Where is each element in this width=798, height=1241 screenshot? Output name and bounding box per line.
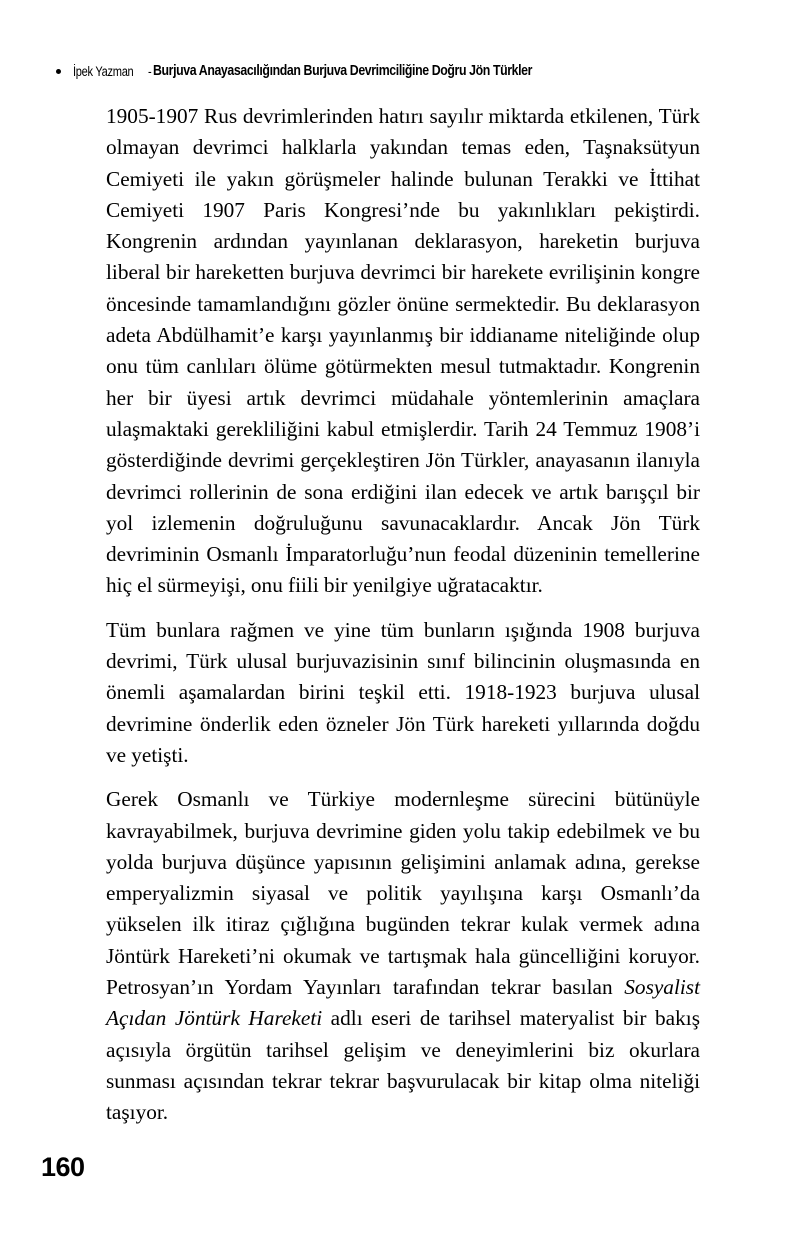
body-paragraph-3 — [106, 784, 700, 1128]
header-separator: - — [147, 63, 152, 79]
running-header — [56, 61, 746, 81]
paragraph-3-tail: adlı eseri de tarihsel materyalist bir bakış açısıyla örgütün tarihsel gelişim ve deneyimlerini biz okurlara sunması açısından tekrar tekrar başvurulacak bir kitap olma niteliği taşıyor. — [106, 1006, 700, 1125]
header-article-title: Burjuva Anayasacılığından Burjuva Devrimciliğine Doğru Jön Türkler — [153, 63, 533, 79]
body-paragraph-2: Tüm bunlara rağmen ve yine tüm bunların ışığında 1908 burjuva devrimi, Türk ulusal burjuvazisinin sınıf bilincinin oluşmasında en önemli aşamalardan birini teşkil etti. 1918-1923 burjuva ulusal devrimine önderlik eden özneler Jön Türk hareketi yıllarında doğdu ve yetişti. — [106, 617, 700, 767]
paragraph-3-lead: Gerek Osmanlı ve Türkiye modernleşme sürecini bütünüyle kavrayabilmek, burjuva devrimine giden yolu takip edebilmek ve bu yolda burjuva düşünce yapısının gelişimini anlamak adına, gerekse emperyalizmin siyasal ve politik yayılışına karşı Osmanlı’da yükselen ilk itiraz çığlığına bugünden tekrar kulak vermek adına Jöntürk Hareketi’ni okumak ve tartışmak hala güncelliğini koruyor. Petrosyan’ın Yordam Yayınları tarafından tekrar basılan — [106, 787, 700, 1000]
body-paragraph-1: 1905-1907 Rus devrimlerinden hatırı sayılır miktarda etkilenen, Türk olmayan devrimci halklarla yakından temas eden, Taşnaksütyun Cemiyeti ile yakın görüşmeler halinde bulunan Terakki ve İttihat Cemiyeti 1907 Paris Kongresi’nde bu yakınlıkları pekiştirdi. Kongrenin ardından yayınlanan deklarasyon, hareketin burjuva liberal bir hareketten burjuva devrimci bir harekete evrilişinin kongre öncesinde tamamlandığını gözler önüne sermektedir. Bu deklarasyon adeta Abdülhamit’e karşı yayınlanmış bir iddianame niteliğinde olup onu tüm canlıları ölüme götürmekten mesul tutmaktadır. Kongrenin her bir üyesi artık devrimci müdahale yöntemlerinin amaçlara ulaşmaktaki gerekliliğini kabul etmişlerdir. Tarih 24 Temmuz 1908’i gösterdiğinde devrimi gerçekleştiren Jön Türkler, anayasanın ilanıyla devrimci rollerinin de sona erdiğini ilan edecek ve artık barışçıl bir yol izlemenin doğruluğunu savunacaklardır. Ancak Jön Türk devriminin Osmanlı İmparatorluğu’nun feodal düzeninin temellerine hiç el sürmeyişi, onu fiili bir yenilgiye uğratacaktır. — [106, 104, 700, 598]
header-author: İpek Yazman — [73, 63, 134, 79]
bullet-icon — [56, 69, 61, 74]
body-text-column — [106, 101, 700, 1129]
book-title: Sosyalist Açıdan Jöntürk Hareketi — [106, 975, 700, 1031]
page-number: 160 — [41, 1152, 85, 1182]
